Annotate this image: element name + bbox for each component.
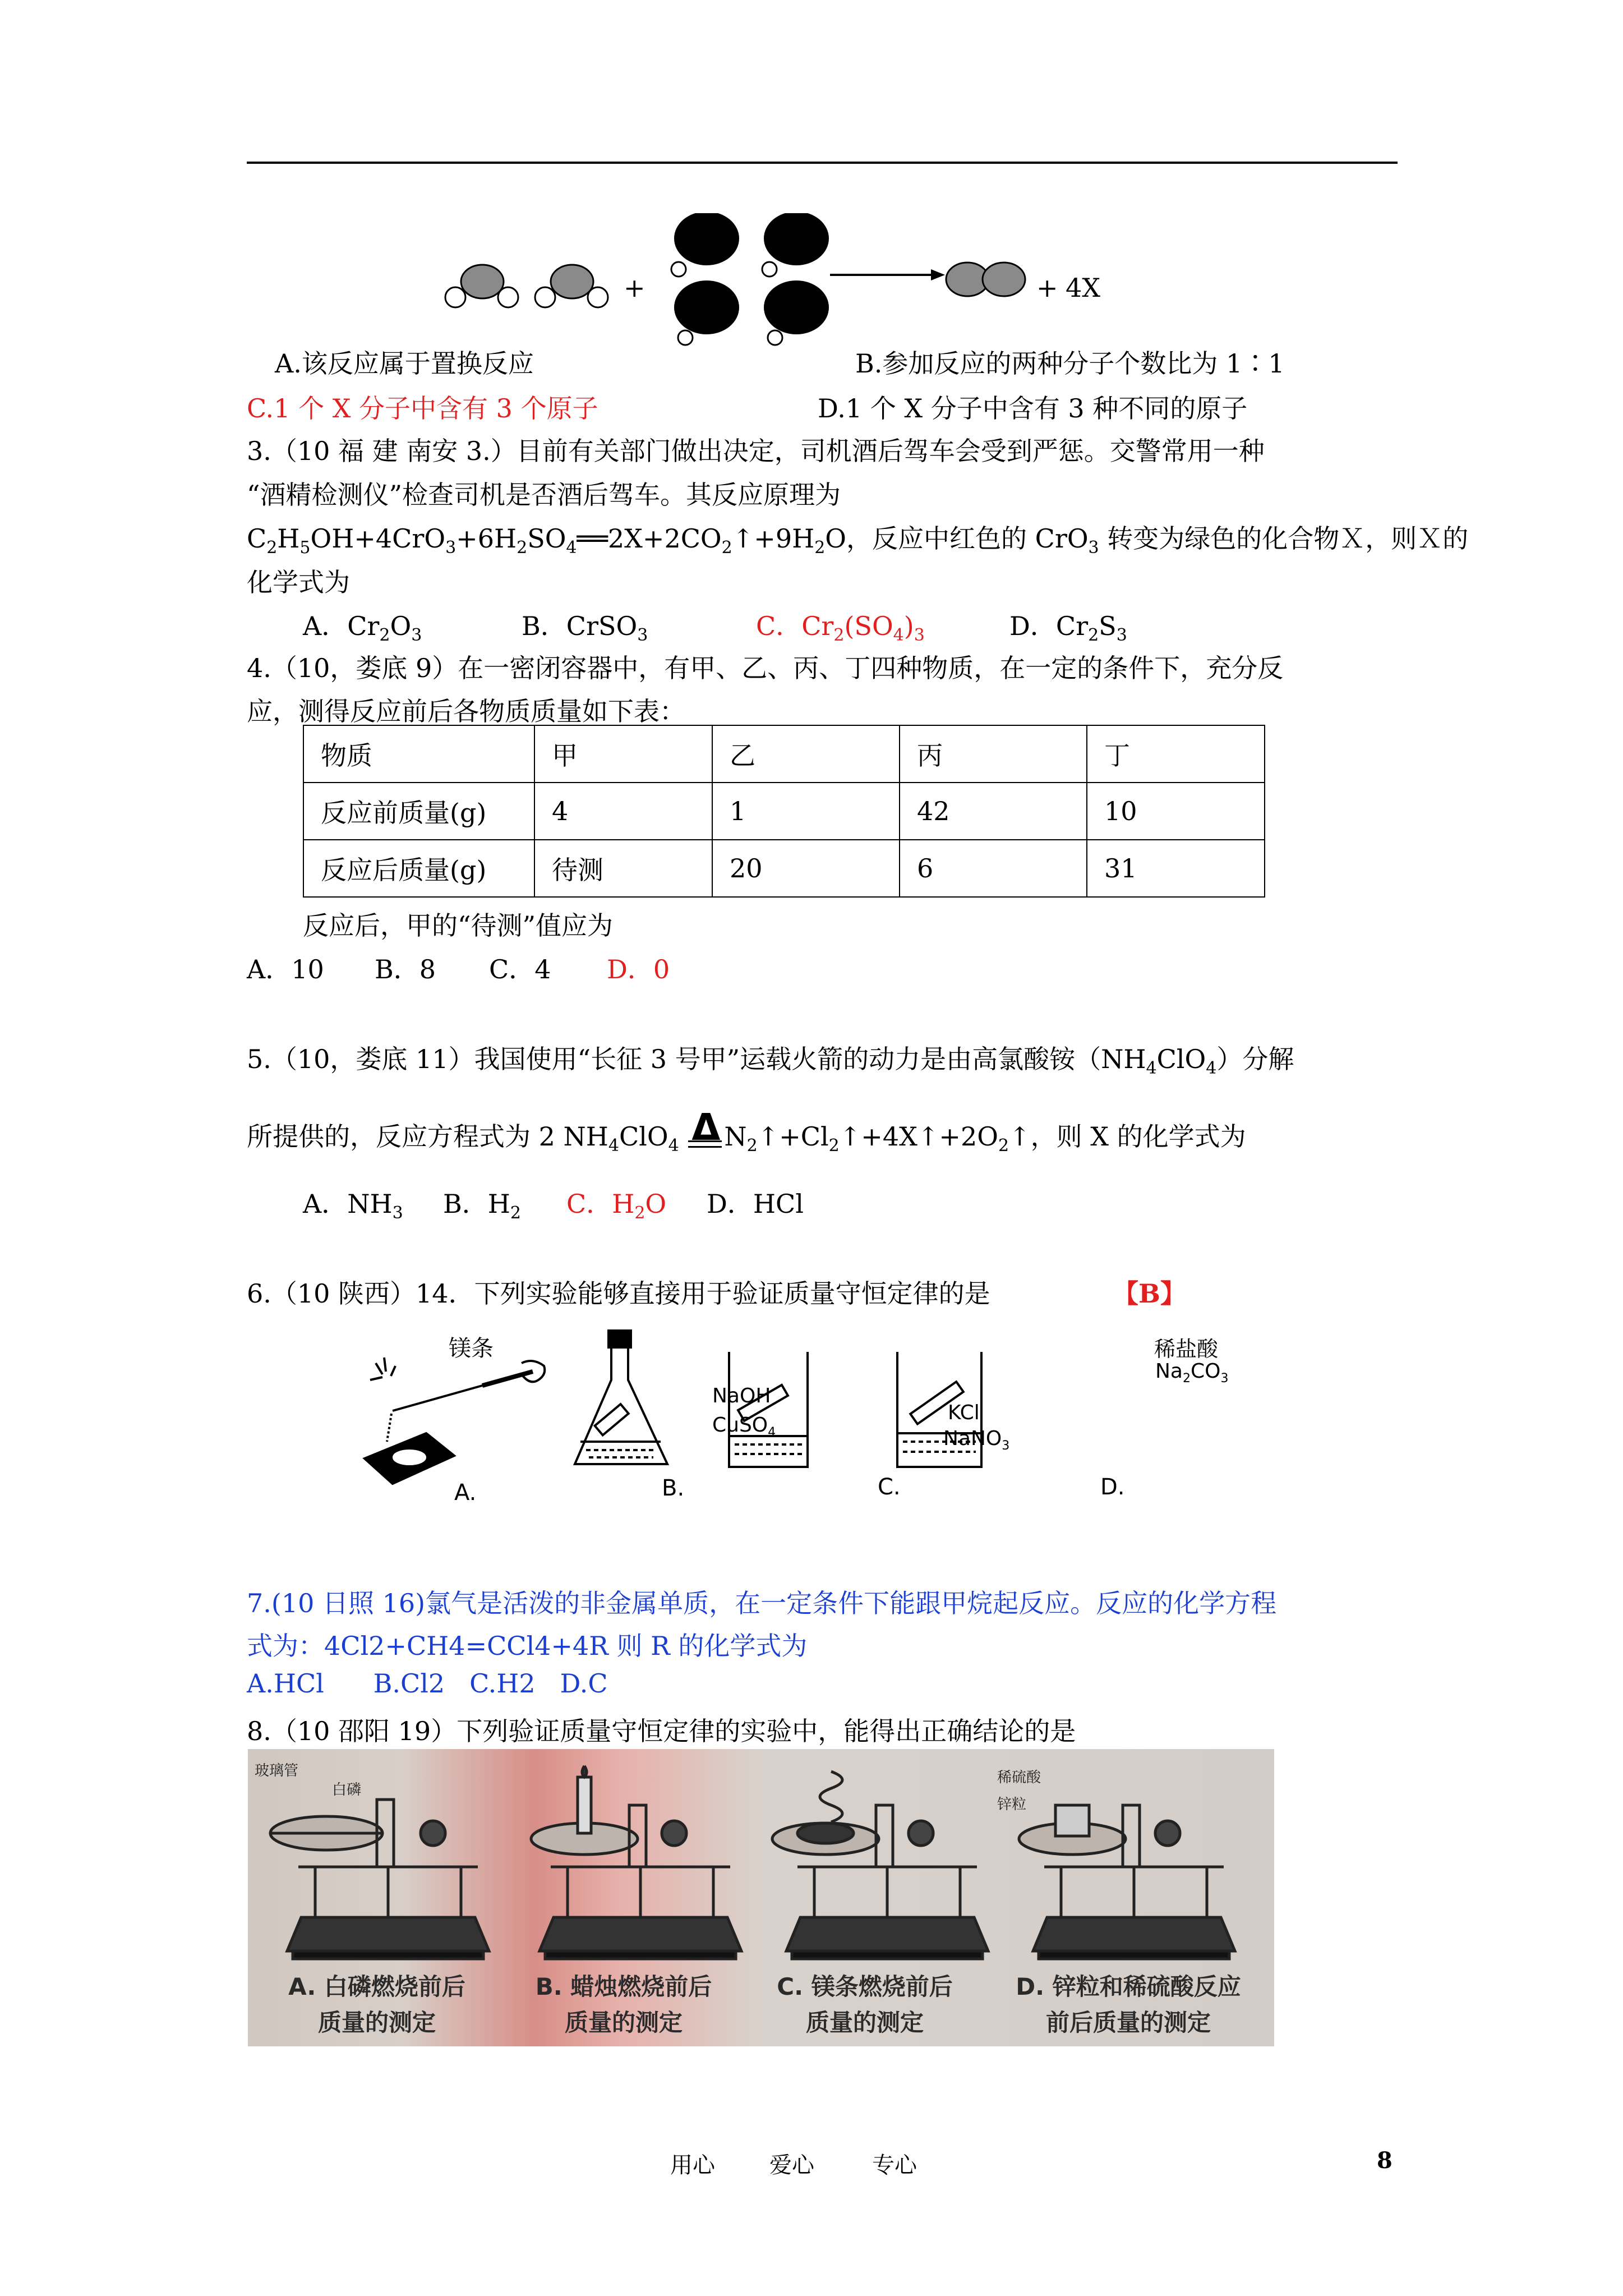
q4-line-2: 应，测得反应前后各物质质量如下表： bbox=[247, 696, 685, 726]
caption-c: C. bbox=[878, 1474, 901, 1500]
q6-line: 6.（10 陕西）14．下列实验能够直接用于验证质量守恒定律的是 bbox=[247, 1278, 990, 1309]
caption-a: A. bbox=[454, 1480, 477, 1506]
q3-equation-line: $C_2H_5OH+4CrO_3+6H_2SO_4══2X+2CO_2↑+9H_2O$，反应中红色的 CrO$_3$ 转变为绿色的化合物Ｘ，则Ｘ的 bbox=[247, 523, 1469, 558]
apparatus-a-burning-magnesium bbox=[365, 1358, 545, 1484]
footer-right: 专心 bbox=[872, 2152, 917, 2178]
table-cell: 10 bbox=[1087, 783, 1265, 840]
q2-option-b: B.参加反应的两种分子个数比为 1∶1 bbox=[855, 348, 1285, 379]
table-cell: 反应后质量(g) bbox=[303, 840, 534, 897]
table-cell: 31 bbox=[1087, 840, 1265, 897]
q4-option-a: A．10 bbox=[247, 954, 324, 984]
label-kcl: KCl bbox=[948, 1401, 980, 1424]
label-na2co3: $Na_2CO_3$ bbox=[1155, 1360, 1229, 1386]
q3-option-c: C．$Cr_2(SO_4)_3$ bbox=[756, 611, 925, 645]
caption-d: D. bbox=[1100, 1474, 1125, 1500]
q2-option-c: C.1 个 X 分子中含有 3 个原子 bbox=[247, 393, 598, 424]
q4-line-1: 4.（10，娄底 9）在一密闭容器中，有甲、乙、丙、丁四种物质，在一定的条件下，充分反 bbox=[247, 653, 1284, 683]
mass-table bbox=[303, 725, 1265, 898]
photo-label-white-phosphorus: 白磷 bbox=[332, 1782, 362, 1798]
q3-option-b: B．CrSO$_3$ bbox=[522, 611, 648, 645]
photo-label-glass-tube: 玻璃管 bbox=[255, 1763, 299, 1779]
label-cuso4: CuSO$_4$ bbox=[712, 1414, 776, 1439]
q3-option-d: D．$Cr_2S_3$ bbox=[1009, 611, 1127, 645]
table-row bbox=[303, 840, 1265, 897]
q5-option-c: C．$H_2O$ bbox=[566, 1189, 667, 1223]
q2-option-d: D.1 个 X 分子中含有 3 种不同的原子 bbox=[818, 393, 1248, 424]
q2-option-a: A.该反应属于置换反应 bbox=[275, 348, 534, 379]
q3-line-1: 3.（10 福 建 南安 3.）目前有关部门做出决定，司机酒后驾车会受到严惩。交警常用一种 bbox=[247, 436, 1265, 466]
balance-b bbox=[531, 1766, 741, 1959]
q4-option-b: B．8 bbox=[375, 954, 436, 984]
q4-option-c: C．4 bbox=[489, 954, 551, 984]
q5-option-b: B．$H_2$ bbox=[443, 1189, 522, 1223]
q3-line-4: 化学式为 bbox=[247, 567, 350, 597]
reaction-arrow bbox=[830, 269, 945, 280]
photo-label-dilute-sulfuric-acid: 稀硫酸 bbox=[997, 1769, 1041, 1786]
label-magnesium-ribbon: 镁条 bbox=[449, 1336, 494, 1361]
q8-line: 8.（10 邵阳 19）下列验证质量守恒定律的实验中，能得出正确结论的是 bbox=[247, 1716, 1076, 1746]
table-cell: 丙 bbox=[900, 725, 1087, 783]
table-row bbox=[303, 783, 1265, 840]
photo-caption-b: B. 蜡烛燃烧前后 质量的测定 bbox=[535, 1973, 712, 2036]
q4-question: 反应后，甲的“待测”值应为 bbox=[303, 910, 614, 941]
q3-equation: $C_2H_5OH+4CrO_3+6H_2SO_4══2X+2CO_2↑+9H_2O$ bbox=[247, 523, 847, 558]
q5-option-d: D．HCl bbox=[707, 1189, 804, 1219]
q4-option-d: D．0 bbox=[607, 954, 670, 984]
table-cell: 丁 bbox=[1087, 725, 1265, 783]
label-naoh: NaOH bbox=[712, 1384, 771, 1407]
table-cell: 甲 bbox=[534, 725, 712, 783]
label-dilute-hcl: 稀盐酸 bbox=[1154, 1337, 1219, 1361]
molecule-black-group bbox=[671, 213, 829, 345]
heat-symbol: Δ bbox=[687, 1126, 724, 1152]
molecule-reactant-1 bbox=[445, 265, 518, 307]
table-cell: 20 bbox=[712, 840, 900, 897]
apparatus-c-beaker bbox=[729, 1352, 808, 1467]
photo-label-zinc: 锌粒 bbox=[997, 1796, 1027, 1813]
q5-line-1: 5.（10，娄底 11）我国使用“长征 3 号甲”运载火箭的动力是由高氯酸铵$(NH_4ClO_4)$分解 bbox=[247, 1044, 1294, 1078]
q7-options: A.HCl B.Cl2 C.H2 D.C bbox=[247, 1668, 608, 1699]
table-cell: 反应前质量(g) bbox=[303, 783, 534, 840]
q8-balance-photo bbox=[248, 1749, 1274, 2046]
q3-line-2: “酒精检测仪”检查司机是否酒后驾车。其反应原理为 bbox=[247, 480, 841, 510]
q7-line-1: 7.(10 日照 16)氯气是活泼的非金属单质，在一定条件下能跟甲烷起反应。反应的化学方程 bbox=[247, 1588, 1277, 1618]
plus-sign-2: + bbox=[1036, 273, 1058, 303]
table-cell: 4 bbox=[534, 783, 712, 840]
table-cell: 42 bbox=[900, 783, 1087, 840]
balance-a bbox=[270, 1800, 489, 1959]
plus-sign-1: + bbox=[624, 273, 645, 303]
photo-caption-d: D. 锌粒和稀硫酸反应 前后质量的测定 bbox=[1016, 1973, 1241, 2036]
table-cell: 6 bbox=[900, 840, 1087, 897]
table-cell: 待测 bbox=[534, 840, 712, 897]
molecule-reactant-2 bbox=[535, 265, 608, 307]
molecule-product bbox=[946, 263, 1025, 296]
page-number: 8 bbox=[1377, 2147, 1393, 2174]
table-cell: 物质 bbox=[303, 725, 534, 783]
product-4x: 4X bbox=[1066, 273, 1101, 303]
header-rule bbox=[247, 162, 1398, 164]
table-cell: 1 bbox=[712, 783, 900, 840]
q7-line-2: 式为：4Cl2+CH4=CCl4+4R 则 R 的化学式为 bbox=[247, 1631, 808, 1661]
photo-caption-a: A. 白磷燃烧前后 质量的测定 bbox=[288, 1973, 465, 2036]
apparatus-b-conical-flask bbox=[575, 1331, 667, 1464]
table-header-row bbox=[303, 725, 1265, 783]
photo-caption-c: C. 镁条燃烧前后 质量的测定 bbox=[777, 1973, 953, 2036]
q3-option-a: A．$Cr_2O_3$ bbox=[303, 611, 422, 645]
caption-b: B. bbox=[662, 1475, 685, 1501]
table-cell: 乙 bbox=[712, 725, 900, 783]
q5-line-2: 所提供的，反应方程式为 2 $NH_4ClO_4$ Δ $N_2↑+Cl_2↑+4X↑+2O_2↑$，则 X 的化学式为 bbox=[247, 1106, 1246, 1156]
footer-mid: 爱心 bbox=[769, 2152, 814, 2178]
q6-answer: 【B】 bbox=[1113, 1278, 1186, 1309]
footer-left: 用心 bbox=[670, 2152, 715, 2178]
balance-d bbox=[1019, 1805, 1235, 1959]
label-nano3: NaNO$_3$ bbox=[943, 1427, 1010, 1453]
q5-option-a: A．$NH_3$ bbox=[303, 1189, 403, 1223]
balance-c bbox=[772, 1772, 988, 1959]
